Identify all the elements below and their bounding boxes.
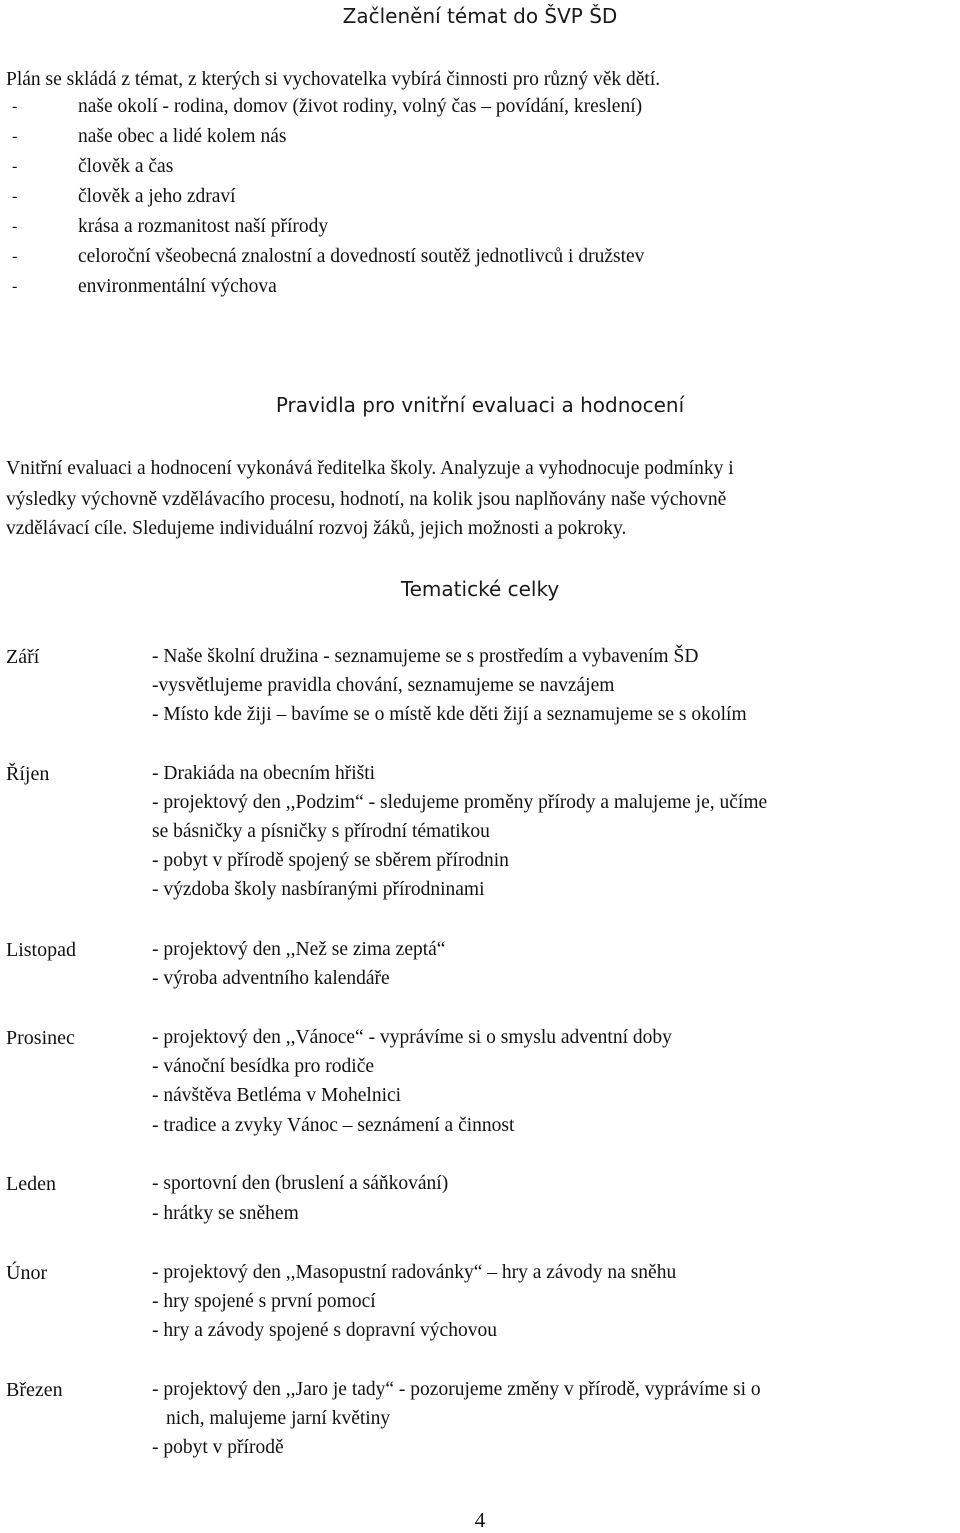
plan-item: naše okolí - rodina, domov (život rodiny, volný čas – povídání, kreslení) — [78, 96, 643, 117]
activity-line: - hrátky se sněhem — [152, 1203, 299, 1224]
activity-line: - projektový den ,,Podzim“ - sledujeme proměny přírody a malujeme je, učíme — [152, 792, 768, 813]
month-label: Leden — [6, 1173, 56, 1195]
activity-line: - Místo kde žiji – bavíme se o místě kde děti žijí a seznamujeme se s okolím — [152, 704, 747, 725]
activity-line: - Drakiáda na obecním hřišti — [152, 763, 376, 784]
evaluation-line: vzdělávací cíle. Sledujeme individuální rozvoj žáků, jejich možnosti a pokroky. — [6, 518, 627, 539]
activity-line: - vánoční besídka pro rodiče — [152, 1056, 375, 1077]
activity-line: - hry spojené s první pomocí — [152, 1291, 376, 1312]
month-label: Prosinec — [6, 1027, 75, 1049]
activity-line: - návštěva Betléma v Mohelnici — [152, 1085, 402, 1106]
bullet-mark: - — [12, 158, 18, 175]
month-label: Září — [6, 646, 40, 668]
plan-item: člověk a jeho zdraví — [78, 186, 236, 207]
activity-line: - projektový den ,,Vánoce“ - vyprávíme si o smyslu adventní doby — [152, 1027, 672, 1048]
activity-line: - pobyt v přírodě — [152, 1437, 284, 1458]
bullet-mark: - — [12, 98, 18, 115]
month-label: Listopad — [6, 939, 76, 961]
bullet-mark: - — [12, 248, 18, 265]
activity-line: - sportovní den (bruslení a sáňkování) — [152, 1173, 449, 1194]
activity-line: - výzdoba školy nasbíranými přírodninami — [152, 879, 485, 900]
month-label: Březen — [6, 1379, 63, 1401]
month-label: Únor — [6, 1262, 48, 1284]
evaluation-heading: Pravidla pro vnitřní evaluaci a hodnocení — [275, 393, 685, 417]
activity-line: - projektový den ,,Jaro je tady“ - pozorujeme změny v přírodě, vyprávíme si o — [152, 1379, 761, 1400]
plan-item: krása a rozmanitost naší přírody — [78, 216, 329, 237]
bullet-mark: - — [12, 278, 18, 295]
activity-line: nich, malujeme jarní květiny — [166, 1408, 391, 1429]
activity-line: - hry a závody spojené s dopravní výchovou — [152, 1320, 497, 1341]
activity-line: se básničky a písničky s přírodní tématikou — [152, 821, 490, 842]
activity-line: - výroba adventního kalendáře — [152, 968, 390, 989]
activity-line: - tradice a zvyky Vánoc – seznámení a činnost — [152, 1115, 515, 1136]
page-number: 4 — [474, 1508, 486, 1532]
activity-line: -vysvětlujeme pravidla chování, seznamujeme se navzájem — [152, 675, 615, 696]
plan-item: člověk a čas — [78, 156, 174, 177]
plan-item: environmentální výchova — [78, 276, 277, 297]
plan-item: naše obec a lidé kolem nás — [78, 126, 287, 147]
bullet-mark: - — [12, 188, 18, 205]
page-title: Začlenění témat do ŠVP ŠD — [342, 4, 618, 28]
plan-item: celoroční všeobecná znalostní a dovedností soutěž jednotlivců i družstev — [78, 246, 645, 267]
bullet-mark: - — [12, 128, 18, 145]
themes-heading: Tematické celky — [400, 577, 560, 601]
activity-line: - projektový den ,,Než se zima zeptá“ — [152, 939, 446, 960]
bullet-mark: - — [12, 218, 18, 235]
plan-intro: Plán se skládá z témat, z kterých si vychovatelka vybírá činnosti pro různý věk dětí. — [6, 69, 661, 90]
activity-line: - projektový den ,,Masopustní radovánky“ – hry a závody na sněhu — [152, 1262, 677, 1283]
activity-line: - pobyt v přírodě spojený se sběrem přírodnin — [152, 850, 509, 871]
evaluation-line: Vnitřní evaluaci a hodnocení vykonává ředitelka školy. Analyzuje a vyhodnocuje podmínky i — [6, 458, 734, 479]
evaluation-line: výsledky výchovně vzdělávacího procesu, hodnotí, na kolik jsou naplňovány naše výchovně — [6, 489, 727, 510]
activity-line: - Naše školní družina - seznamujeme se s prostředím a vybavením ŠD — [152, 646, 699, 667]
month-label: Říjen — [6, 763, 50, 785]
